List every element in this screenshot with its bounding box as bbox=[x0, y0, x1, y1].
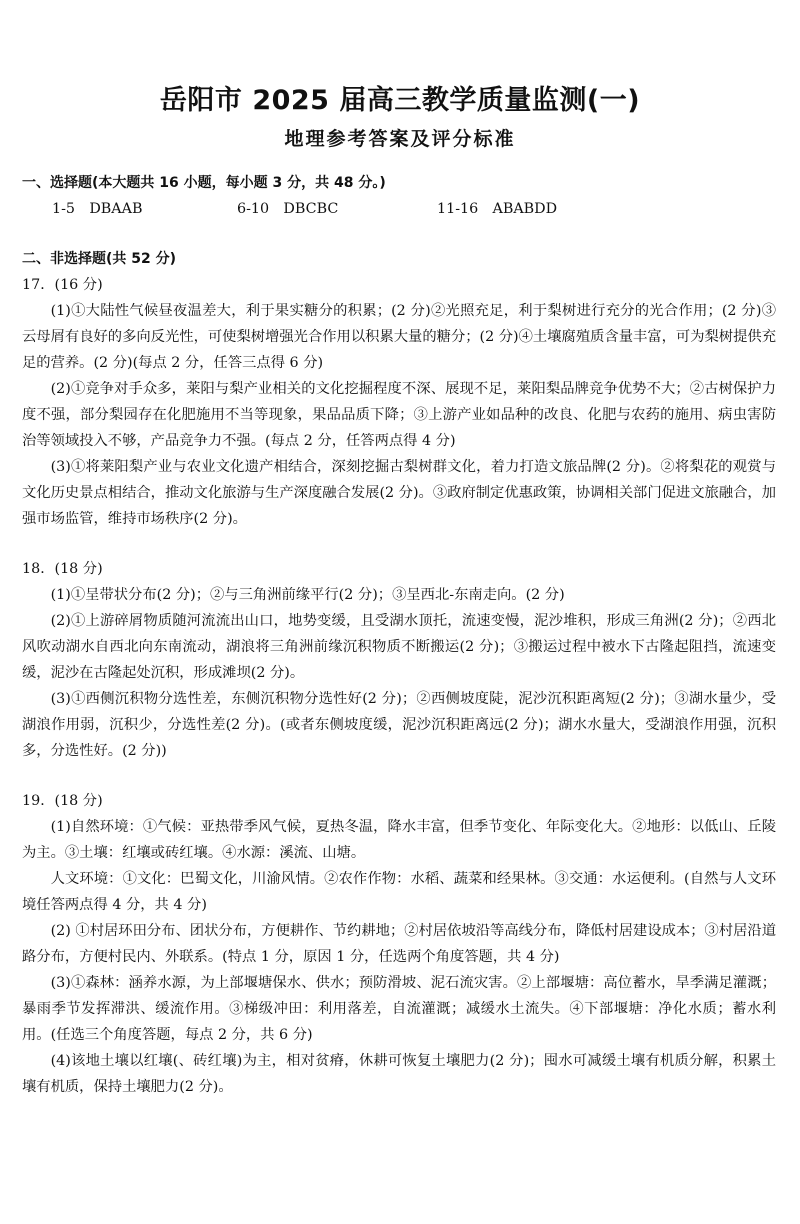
section2-heading: 二、非选择题(共 52 分) bbox=[22, 251, 177, 267]
q19-part2: (2) ①村居环田分布、团状分布，方便耕作、节约耕地；②村居依坡沿等高线分布，降低村居建设成本；③村居沿道路分布，方便村民内、外联系。(特点 1 分，原因 1 分，任选两个角度答题，共 4 分) bbox=[22, 923, 776, 965]
q18-part3: (3)①西侧沉积物分选性差，东侧沉积物分选性好(2 分)；②西侧坡度陡，泥沙沉积距离短(2 分)；③湖水量少，受湖浪作用弱，沉积少，分选性差(2 分)。(或者东侧坡度缓，泥沙沉积距离远(2 分)；湖水水量大，受湖浪作用强，沉积多，分选性好。(2 分)) bbox=[22, 691, 776, 759]
choice-answers-row bbox=[22, 196, 776, 222]
q18-part1: (1)①呈带状分布(2 分)；②与三角洲前缘平行(2 分)；③呈西北-东南走向。(2 分) bbox=[50, 587, 565, 603]
q19-part4: (4)该地土壤以红壤(、砖红壤)为主，相对贫瘠，休耕可恢复土壤肥力(2 分)；囤水可减缓土壤有机质分解，积累土壤有机质，保持土壤肥力(2 分)。 bbox=[22, 1053, 776, 1095]
q18-heading: 18．(18 分) bbox=[22, 561, 103, 577]
document-body bbox=[22, 170, 776, 1100]
page-subtitle: 地理参考答案及评分标准 bbox=[284, 128, 516, 150]
answers-6-10: 6-10 DBCBC bbox=[237, 201, 339, 217]
q17-part2: (2)①竞争对手众多，莱阳与梨产业相关的文化挖掘程度不深、展现不足，莱阳梨品牌竞争优势不大；②古树保护力度不强，部分梨园存在化肥施用不当等现象，果品品质下降；③上游产业如品种的改良、化肥与农药的施用、病虫害防治等领域投入不够，产品竞争力不强。(每点 2 分，任答两点得 4 分) bbox=[22, 381, 776, 449]
q17-heading: 17．(16 分) bbox=[22, 277, 103, 293]
answers-1-5: 1-5 DBAAB bbox=[52, 201, 143, 217]
q17-part1: (1)①大陆性气候昼夜温差大，利于果实糖分的积累；(2 分)②光照充足，利于梨树进行充分的光合作用；(2 分)③云母屑有良好的多向反光性，可使梨树增强光合作用以积累大量的糖分；(2 分)④土壤腐殖质含量丰富，可为梨树提供充足的营养。(2 分)(每点 2 分，任答三点得 6 分) bbox=[22, 303, 776, 371]
q19-part3: (3)①森林：涵养水源，为上部堰塘保水、供水；预防滑坡、泥石流灾害。②上部堰塘：高位蓄水，旱季满足灌溉；暴雨季节发挥滞洪、缓流作用。③梯级冲田：利用落差，自流灌溉；减缓水土流失。④下部堰塘：净化水质；蓄水利用。(任选三个角度答题，每点 2 分，共 6 分) bbox=[22, 975, 776, 1043]
q18-part2: (2)①上游碎屑物质随河流流出山口，地势变缓，且受湖水顶托，流速变慢，泥沙堆积，形成三角洲(2 分)；②西北风吹动湖水自西北向东南流动，湖浪将三角洲前缘沉积物质不断搬运(2 分)；③搬运过程中被水下古隆起阻挡，流速变缓，泥沙在古隆起处沉积，形成滩坝(2 分)。 bbox=[22, 613, 776, 681]
q19-part1-human: 人文环境：①文化：巴蜀文化，川渝风情。②农作作物：水稻、蔬菜和经果林。③交通：水运便利。(自然与人文环境任答两点得 4 分，共 4 分) bbox=[22, 871, 776, 913]
answers-11-16: 11-16 ABABDD bbox=[437, 201, 558, 217]
q19-part1: (1)自然环境：①气候：亚热带季风气候，夏热冬温，降水丰富，但季节变化、年际变化大。②地形：以低山、丘陵为主。③土壤：红壤或砖红壤。④水源：溪流、山塘。 bbox=[22, 819, 776, 861]
q19-heading: 19．(18 分) bbox=[22, 793, 103, 809]
page-title: 岳阳市 2025 届高三教学质量监测(一) bbox=[159, 85, 641, 116]
section1-heading: 一、选择题(本大题共 16 小题，每小题 3 分，共 48 分。) bbox=[22, 175, 386, 191]
q17-part3: (3)①将莱阳梨产业与农业文化遗产相结合，深刻挖掘古梨树群文化，着力打造文旅品牌(2 分)。②将梨花的观赏与文化历史景点相结合，推动文化旅游与生产深度融合发展(2 分)。③政府制定优惠政策，协调相关部门促进文旅融合，加强市场监管，维持市场秩序(2 分)。 bbox=[22, 459, 776, 527]
